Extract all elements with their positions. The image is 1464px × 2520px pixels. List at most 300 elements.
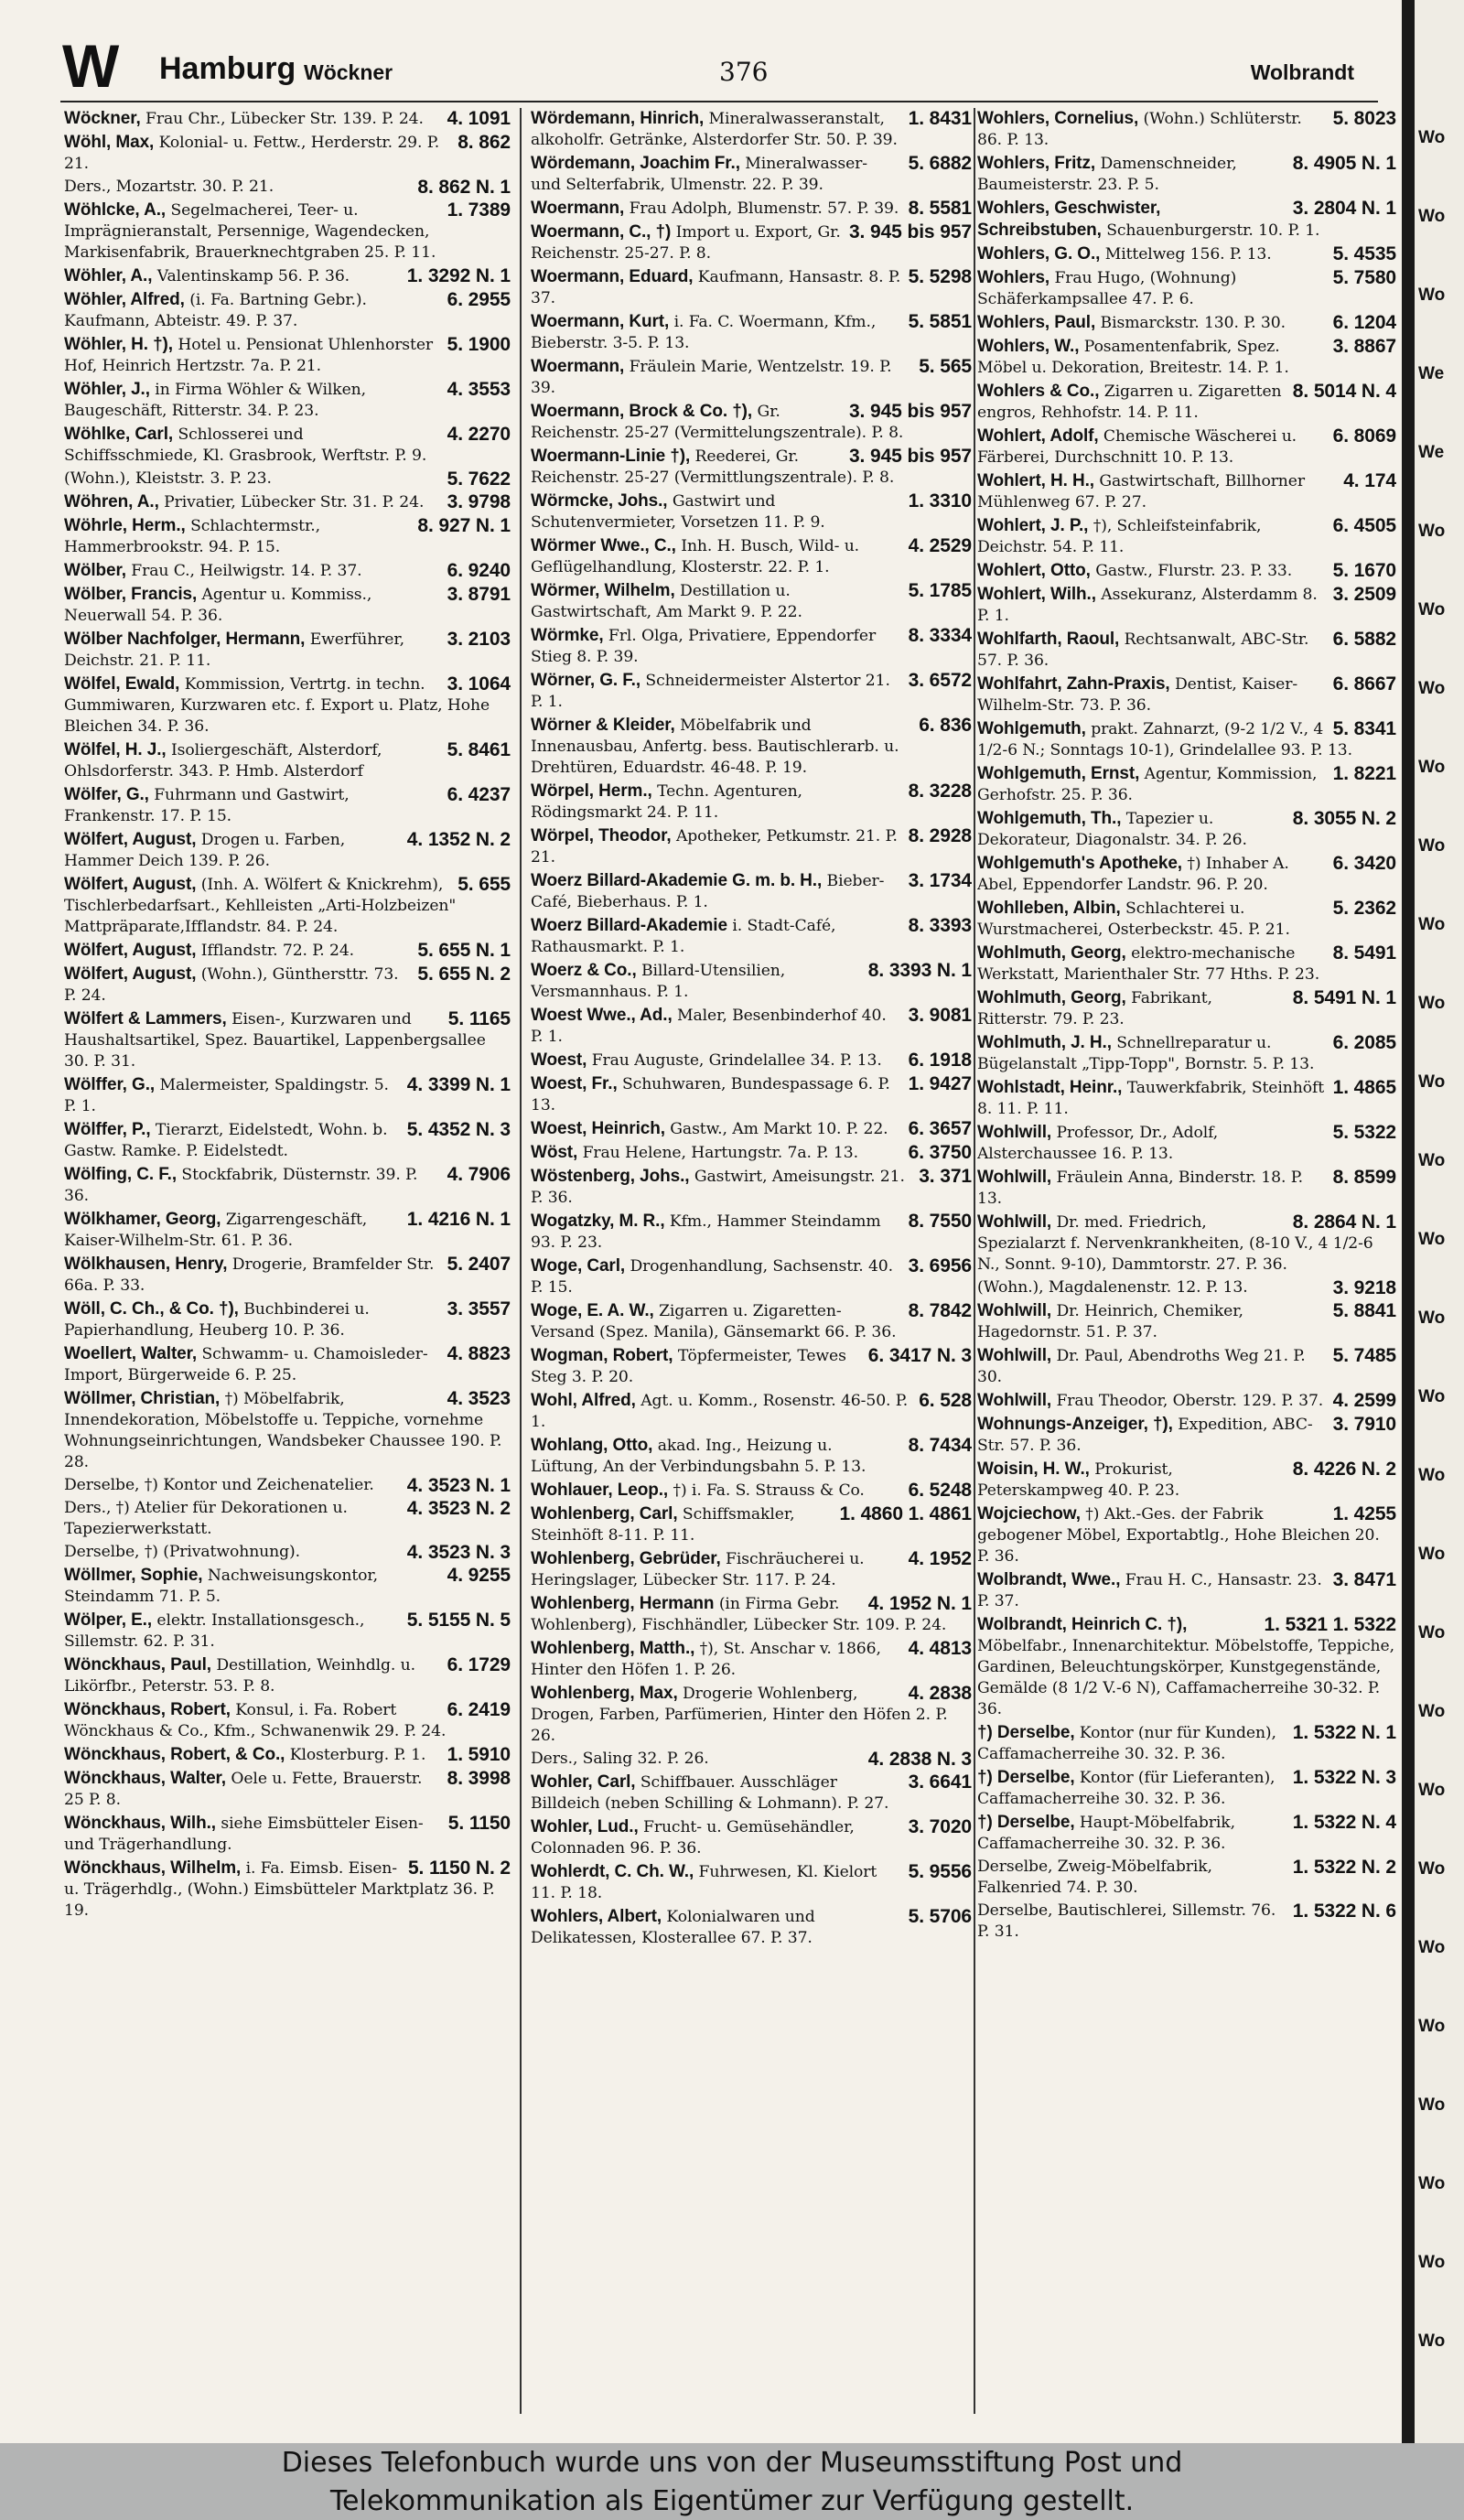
entry-phone: 8. 5581 [908,198,972,219]
entry-details: Dr. med. Friedrich, Spezialarzt f. Nervenkrankheiten, (8-10 V., 4 1/2-6 N., Sonnt. 9-10), Dammtorstr. 27. P. 36. [977,1213,1373,1274]
entry-phone: 6. 2085 [1332,1032,1396,1053]
directory-column-2 [531,108,972,2423]
directory-entry [64,964,511,1007]
edge-fragment: Wo [1418,128,1446,147]
directory-entry [977,267,1396,310]
entry-details: Derselbe, †) (Privatwohnung). [64,1543,300,1561]
entry-details: Eisen-, Kurzwaren und Haushaltsartikel, Spez. Bauartikel, Lappenbergsallee 30. P. 31. [64,1010,486,1071]
entry-phone: 3. 371 [919,1166,972,1187]
entry-details: Konsul, i. Fa. Robert Wönckhaus & Co., Kfm., Schwanenwik 29. P. 24. [64,1701,447,1740]
entry-name: Woermann, Eduard, [531,267,694,286]
directory-entry [977,1812,1396,1855]
entry-name: Wörmcke, Johs., [531,491,668,511]
directory-entry [64,1164,511,1207]
entry-phone: 5. 1165 [447,1008,511,1029]
directory-entry [531,1005,972,1048]
entry-name: Wörmer Wwe., C., [531,536,676,555]
directory-entry [64,265,511,287]
entry-phone: 4. 3523 N. 3 [406,1542,511,1563]
entry-name: †) Derselbe, [977,1768,1075,1787]
directory-entry [977,853,1396,896]
entry-phone: 8. 2928 [908,825,972,846]
entry-phone: 1. 7389 [447,199,511,221]
last-entry-guide: Wolbrandt [1250,60,1354,84]
entry-name: Woerz Billard-Akademie [531,916,727,935]
entry-details: Inh. H. Busch, Wild- u. Geflügelhandlung, Klosterstr. 22. P. 1. [531,537,860,576]
entry-phone: 5. 8341 [1332,718,1396,739]
entry-phone: 1. 5322 N. 3 [1292,1767,1396,1788]
entry-details: Klosterburg. P. 1. [289,1746,426,1764]
entry-phone: 6. 528 [919,1390,972,1411]
entry-name: Wohlwill, [977,1123,1052,1142]
entry-details: Tapezier u. Dekorateur, Diagonalstr. 34. P. 26. [977,810,1247,849]
edge-fragment: Wo [1418,2095,1446,2115]
entry-phone: 3. 2804 N. 1 [1292,198,1396,219]
directory-entry [531,1772,972,1815]
entry-name: Wohler, Lud., [531,1817,639,1836]
directory-entry [531,580,972,623]
entry-phone: 8. 8599 [1332,1167,1396,1188]
entry-details: Drogerie Wohlenberg, Drogen, Farben, Parfümerien, Hinter den Höfen 2. P. 26. [531,1685,948,1745]
entry-phone: 6. 8667 [1332,673,1396,695]
entry-phone: 5. 9556 [908,1861,972,1882]
directory-entry [64,379,511,422]
entry-details: Schuhwaren, Bundespassage 6. P. 13. [531,1075,890,1115]
entry-details: Hotel u. Pensionat Uhlenhorster Hof, Heinrich Hertzstr. 7a. P. 21. [64,336,434,375]
entry-details: Fräulein Anna, Binderstr. 18. P. 13. [977,1168,1304,1208]
edge-fragment: Wo [1418,758,1446,777]
entry-details: Posamentenfabrik, Spez. Möbel u. Dekoration, Breitestr. 14. P. 1. [977,338,1289,377]
entry-phone: 1. 4216 N. 1 [406,1209,511,1230]
entry-phone: 3. 8471 [1332,1569,1396,1590]
entry-phone: 5. 4352 N. 3 [406,1119,511,1140]
directory-entry [64,829,511,872]
entry-name: Woge, Carl, [531,1256,626,1276]
entry-name: Woermann, [531,199,625,218]
entry-details: (Wohn.), Kleiststr. 3. P. 23. [64,469,272,488]
directory-entry [977,108,1396,151]
entry-details: Stockfabrik, Düsternstr. 39. P. 36. [64,1166,418,1205]
entry-phone: 6. 3420 [1332,853,1396,874]
entry-phone: 3. 8867 [1332,336,1396,357]
entry-phone: 3. 2103 [447,629,511,650]
entry-name: Wohlmuth, Georg, [977,943,1126,963]
entry-phone: 1. 5322 N. 6 [1292,1901,1396,1922]
directory-entry [64,739,511,782]
edge-fragment: Wo [1418,1938,1446,1957]
edge-fragment: Wo [1418,1702,1446,1721]
entry-phone: 8. 3393 [908,915,972,936]
entry-details: Kontor (nur für Kunden), Caffamacherreihe 30. 32. P. 36. [977,1724,1276,1763]
directory-entry [64,673,511,738]
entry-details: Damenschneider, Baumeisterstr. 23. P. 5. [977,155,1237,194]
entry-details: Zigarren u. Zigaretten engros, Rehhofstr. 14. P. 11. [977,382,1282,422]
entry-phone: 1. 8221 [1332,763,1396,784]
directory-entry [531,356,972,399]
edge-fragment: Wo [1418,1545,1446,1564]
entry-phone: 4. 2838 N. 3 [867,1749,972,1770]
entry-details: Frau Auguste, Grindelallee 34. P. 13. [591,1051,882,1070]
directory-entry [64,584,511,627]
entry-name: Wönckhaus, Wilh., [64,1814,216,1833]
entry-name: Woermann, [531,357,625,376]
entry-details: Valentinskamp 56. P. 36. [156,267,350,285]
directory-entry [64,560,511,582]
entry-details: Tauwerkfabrik, Steinhöft 8. 11. P. 11. [977,1079,1325,1118]
entry-name: Wohnungs-Anzeiger, †), [977,1415,1173,1434]
entry-name: Wöst, [531,1143,578,1162]
directory-entry [531,446,972,489]
entry-details: Kfm., Hammer Steindamm 93. P. 23. [531,1212,881,1252]
entry-details: Rechtsanwalt, ABC-Str. 57. P. 36. [977,630,1309,670]
entry-details: i. Stadt-Café, Rathausmarkt. P. 1. [531,917,836,956]
entry-name: Wönckhaus, Paul, [64,1655,211,1675]
entry-details: Frau Helene, Hartungstr. 7a. P. 13. [582,1144,858,1162]
entry-details: Agt. u. Komm., Rosenstr. 46-50. P. 1. [531,1392,909,1431]
edge-fragment: Wo [1418,1308,1446,1328]
directory-entry [531,221,972,264]
entry-phone: 5. 1150 N. 2 [407,1858,511,1879]
entry-details: Kontor (für Lieferanten), Caffamacherreihe 30. 32. P. 36. [977,1769,1276,1808]
directory-entry [531,311,972,354]
archive-notice-line-2: Telekommunikation als Eigentümer zur Verfügung gestellt. [329,2485,1135,2517]
directory-entry [64,1008,511,1072]
entry-phone: 4. 1952 [908,1548,972,1569]
entry-details: Tierarzt, Eidelstedt, Wohn. b. Gastw. Ramke. P. Eidelstedt. [64,1121,388,1160]
entry-name: Wohlenberg, Max, [531,1684,678,1703]
entry-name: Woest, Fr., [531,1074,618,1093]
entry-phone: 4. 3523 N. 2 [406,1498,511,1519]
edge-fragment: Wo [1418,1623,1446,1642]
entry-phone: 4. 1952 N. 1 [867,1593,972,1614]
directory-entry [977,198,1396,242]
directory-entry [64,1254,511,1297]
entry-details: Ders., Mozartstr. 30. P. 21. [64,178,274,196]
entry-details: Maler, Besenbinderhof 40. P. 1. [531,1007,887,1046]
entry-name: Wohlers & Co., [977,382,1100,401]
directory-entry [977,1077,1396,1120]
entry-name: Wohlwill, [977,1346,1052,1365]
directory-entry [531,1255,972,1298]
entry-phone: 5. 7485 [1332,1345,1396,1366]
entry-phone: 4. 8823 [447,1343,511,1364]
directory-entry [977,1212,1396,1276]
edge-fragment: Wo [1418,1072,1446,1092]
entry-name: Wohlmuth, J. H., [977,1033,1112,1052]
entry-details: Professor, Dr., Adolf, Alsterchaussee 16. P. 13. [977,1124,1219,1163]
edge-fragment: Wo [1418,600,1446,619]
directory-entry [64,199,511,264]
entry-details: Ders., †) Atelier für Dekorationen u. Tapezierwerkstatt. [64,1499,348,1538]
entry-phone: 5. 8461 [447,739,511,760]
entry-phone: 3. 9218 [1332,1277,1396,1298]
edge-fragment: Wo [1418,285,1446,305]
directory-entry [977,1722,1396,1765]
entry-name: Wohlenberg, Matth., [531,1639,695,1658]
entry-name: Wöhler, J., [64,380,150,399]
entry-phone: 1. 4860 1. 4861 [839,1503,972,1524]
directory-entry [977,673,1396,716]
entry-details: †), Schleifsteinfabrik, Deichstr. 54. P. 11. [977,517,1262,556]
directory-entry [977,336,1396,379]
entry-name: Wohlenberg, Carl, [531,1504,678,1524]
entry-name: Wölfert, August, [64,875,197,894]
entry-phone: 5. 2407 [447,1254,511,1275]
directory-entry [531,1638,972,1681]
entry-details: Gastwirtschaft, Billhorner Mühlenweg 67. P. 27. [977,472,1305,512]
directory-entry [977,584,1396,627]
directory-entry [531,535,972,578]
entry-details: Gastw., Am Markt 10. P. 22. [670,1120,888,1138]
entry-name: Wolbrandt, Wwe., [977,1570,1121,1589]
entry-details: Schauenburgerstr. 10. P. 1. [1106,221,1320,240]
entry-phone: 4. 3553 [447,379,511,400]
first-entry-guide: Wöckner [304,60,393,84]
directory-entry [64,1813,511,1856]
entry-details: Fabrikant, Ritterstr. 79. P. 23. [977,989,1212,1028]
directory-entry [531,1142,972,1164]
entry-phone: 1. 9427 [908,1073,972,1094]
directory-entry [531,1749,972,1770]
entry-details: Fischräucherei u. Heringslager, Lübecker Str. 117. P. 24. [531,1550,865,1589]
entry-phone: 6. 4505 [1332,515,1396,536]
directory-entry [531,1118,972,1140]
entry-details: Frau Adolph, Blumenstr. 57. P. 39. [629,199,899,218]
directory-entry [531,1050,972,1072]
entry-name: Wöstenberg, Johs., [531,1167,690,1186]
entry-phone: 5. 5298 [908,266,972,287]
column-divider [520,108,522,2414]
entry-phone: 3. 1064 [447,673,511,695]
entry-details: Gr. Reichenstr. 25-27 (Vermittelungszentrale). P. 8. [531,403,904,442]
entry-details: Frl. Olga, Privatiere, Eppendorfer Stieg 8. P. 39. [531,627,877,666]
entry-details: in Firma Wöhler & Wilken, Baugeschäft, Ritterstr. 34. P. 23. [64,381,366,420]
entry-phone: 5. 1150 [447,1813,511,1834]
entry-details: Zigarrengeschäft, Kaiser-Wilhelm-Str. 61. P. 36. [64,1211,368,1250]
entry-details: akad. Ing., Heizung u. Lüftung, An der Verbindungsbahn 5. P. 13. [531,1437,867,1476]
entry-name: Woermann-Linie †), [531,447,691,466]
directory-entry [531,1906,972,1949]
directory-entry [531,1211,972,1254]
directory-entry [531,625,972,668]
entry-name: Wölfert, August, [64,964,197,984]
directory-entry [977,1569,1396,1612]
entry-phone: 5. 655 [458,874,511,895]
directory-entry [64,1298,511,1341]
entry-details: †) Möbelfabrik, Innendekoration, Möbelstoffe u. Teppiche, vornehme Wohnungseinrichtungen, Wandsbeker Chaussee 190. P. 28. [64,1390,502,1471]
entry-details: Billard-Utensilien, Versmannhaus. P. 1. [531,962,786,1001]
directory-entry [977,1167,1396,1210]
entry-details: Dr. Paul, Abendroths Weg 21. P. 30. [977,1347,1306,1386]
entry-phone: 5. 8023 [1332,108,1396,129]
edge-fragment: Wo [1418,1151,1446,1170]
directory-entry [531,266,972,309]
directory-entry [977,898,1396,941]
entry-name: Wohlert, Wilh., [977,585,1096,604]
directory-column-1 [64,108,511,2423]
city-name: Hamburg [159,51,296,86]
entry-phone: 6. 2419 [447,1699,511,1720]
entry-details: Schneidermeister Alstertor 21. P. 1. [531,672,890,711]
entry-details: Buchbinderei u. Papierhandlung, Heuberg 10. P. 36. [64,1300,370,1340]
directory-entry [531,1593,972,1636]
entry-name: Woerz & Co., [531,961,637,980]
directory-entry [64,1388,511,1473]
directory-entry [977,515,1396,558]
entry-details: Destillation u. Gastwirtschaft, Am Markt 9. P. 22. [531,582,802,621]
directory-entry [977,153,1396,196]
entry-details: Privatier, Lübecker Str. 31. P. 24. [164,493,425,512]
edge-fragment: Wo [1418,679,1446,698]
directory-entry [977,1767,1396,1810]
edge-fragment: Wo [1418,836,1446,856]
entry-details: Schlachtermstr., Hammerbrookstr. 94. P. 15. [64,517,320,556]
archive-notice [0,2443,1464,2520]
entry-phone: 8. 862 N. 1 [417,177,511,198]
entry-details: Kommission, Vertrtg. in techn. Gummiwaren, Kurzwaren etc. f. Export u. Platz, Hohe Bleichen 34. P. 36. [64,675,490,736]
directory-entry [64,784,511,827]
entry-details: Derselbe, †) Kontor und Zeichenatelier. [64,1476,374,1494]
directory-entry [977,243,1396,265]
entry-phone: 5. 7580 [1332,267,1396,288]
directory-entry [977,1345,1396,1388]
entry-name: Wölfer, G., [64,785,149,804]
entry-name: Wönckhaus, Robert, [64,1700,231,1719]
directory-entry [64,515,511,558]
entry-name: Wöhlke, Carl, [64,425,174,444]
entry-details: Schiffsmakler, Steinhöft 8-11. P. 11. [531,1505,795,1545]
directory-entry [64,132,511,175]
directory-entry [977,1857,1396,1899]
edge-fragment: Wo [1418,1859,1446,1879]
entry-phone: 5. 5706 [908,1906,972,1927]
entry-details: i. Fa. Eimsb. Eisen- u. Trägerhdlg., (Wohn.) Eimsbütteler Marktplatz 36. P. 19. [64,1859,495,1920]
directory-entry [531,490,972,533]
entry-name: Wöll, C. Ch., & Co. †), [64,1299,239,1319]
entry-phone: 3. 7910 [1332,1414,1396,1435]
directory-entry [531,781,972,824]
entry-details: (Inh. A. Wölfert & Knickrehm), Tischlerbedarfsart., Kehlleisten „Arti-Holzbeizen" Mattpräparate,Ifflandstr. 84. P. 24. [64,876,457,936]
entry-name: Wöhrle, Herm., [64,516,186,535]
entry-details: Zigarren u. Zigaretten-Versand (Spez. Manila), Gänsemarkt 66. P. 36. [531,1302,897,1341]
edge-fragment: Wo [1418,2253,1446,2272]
entry-name: Wörner & Kleider, [531,716,675,735]
entry-details: Prokurist, Peterskampweg 40. P. 23. [977,1460,1180,1500]
directory-entry [977,987,1396,1030]
directory-entry [64,491,511,513]
directory-entry [64,1654,511,1697]
entry-phone: 1. 8431 [908,108,972,129]
edge-fragment: Wo [1418,1781,1446,1800]
entry-phone: 8. 5491 [1332,942,1396,964]
entry-phone: 4. 1091 [447,108,511,129]
edge-fragment: Wo [1418,207,1446,226]
edge-fragment: We [1418,443,1445,462]
edge-fragment: Wo [1418,915,1446,934]
directory-entry [64,629,511,672]
entry-details: Drogen u. Farben, Hammer Deich 139. P. 26. [64,831,346,870]
entry-name: Wöhl, Max, [64,133,155,152]
entry-details: Segelmacherei, Teer- u. Imprägnieranstalt, Persennige, Wagendecken, Markisenfabrik, Brauerknechtgraben 25. P. 11. [64,201,436,262]
entry-name: Wohlgemuth, Th., [977,809,1122,828]
entry-phone: 1. 3310 [908,490,972,512]
directory-entry [64,1209,511,1252]
entry-name: Wohlfarth, Raoul, [977,630,1120,649]
entry-details: Frau H. C., Hansastr. 23. P. 37. [977,1571,1322,1610]
entry-phone: 1. 5321 1. 5322 [1264,1614,1396,1635]
entry-phone: 5. 8841 [1332,1300,1396,1321]
entry-name: Wohlers, Albert, [531,1907,662,1926]
entry-phone: 6. 1729 [447,1654,511,1675]
entry-details: Bieber-Café, Bieberhaus. P. 1. [531,872,885,911]
directory-entry [977,808,1396,851]
entry-phone: 4. 2838 [908,1683,972,1704]
entry-name: Wohlstadt, Heinr., [977,1078,1123,1097]
entry-phone: 6. 3417 N. 3 [867,1345,972,1366]
entry-phone: 3. 6572 [908,670,972,691]
directory-entry [531,1548,972,1591]
entry-name: Wohlers, [977,268,1050,287]
entry-phone: 8. 7842 [908,1300,972,1321]
entry-name: Wölffer, P., [64,1120,151,1139]
entry-phone: 3. 3557 [447,1298,511,1319]
entry-details: Schlosserei und Schiffsschmiede, Kl. Grasbrook, Werftstr. P. 9. [64,425,427,465]
entry-phone: 8. 3998 [447,1768,511,1789]
directory-entry [977,1032,1396,1075]
entry-name: †) Derselbe, [977,1813,1075,1832]
entry-name: Woge, E. A. W., [531,1301,654,1320]
entry-details: (Wohn.) Schlüterstr. 86. P. 13. [977,110,1302,149]
entry-details: Agentur, Kommission, Gerhofstr. 25. P. 36. [977,765,1318,804]
entry-phone: 8. 3334 [908,625,972,646]
entry-details: Bismarckstr. 130. P. 30. [1100,314,1286,332]
page-header [60,33,1378,102]
entry-name: Wölfel, H. J., [64,740,167,759]
entry-details: †) Inhaber A. Abel, Eppendorfer Landstr. 96. P. 20. [977,855,1289,894]
entry-phone: 1. 5322 N. 1 [1292,1722,1396,1743]
entry-phone: 8. 3393 N. 1 [867,960,972,981]
directory-entry [977,629,1396,672]
entry-name: Wohlers, Geschwister, Schreibstuben, [977,199,1161,240]
entry-phone: 4. 9255 [447,1565,511,1586]
directory-entry [64,1542,511,1563]
entry-details: (in Firma Gebr. Wohlenberg), Fischhändler, Lübecker Str. 109. P. 24. [531,1595,947,1634]
entry-phone: 8. 4226 N. 2 [1292,1459,1396,1480]
entry-details: Dentist, Kaiser-Wilhelm-Str. 73. P. 36. [977,675,1298,715]
entry-details: Gastwirt, Ameisungstr. 21. P. 36. [531,1168,905,1207]
directory-entry [977,1390,1396,1412]
entry-phone: 1. 5910 [447,1744,511,1765]
entry-details: Expedition, ABC-Str. 57. P. 36. [977,1416,1313,1455]
entry-name: Wöhler, H. †), [64,335,173,354]
entry-phone: 1. 3292 N. 1 [406,265,511,286]
entry-name: Wönckhaus, Walter, [64,1769,226,1788]
entry-details: Agentur u. Kommiss., Neuerwall 54. P. 36. [64,586,372,625]
edge-fragment: Wo [1418,2174,1446,2193]
entry-details: Gastw., Flurstr. 23. P. 33. [1095,562,1293,580]
entry-name: Wöllmer, Christian, [64,1389,221,1408]
directory-entry [64,1119,511,1162]
directory-entry [531,1166,972,1209]
directory-entry [977,425,1396,468]
directory-entry [531,870,972,913]
entry-name: Wöckner, [64,109,141,128]
entry-details: Haupt-Möbelfabrik, Caffamacherreihe 30. 32. P. 36. [977,1814,1235,1853]
entry-phone: 4. 1352 N. 2 [406,829,511,850]
entry-name: Wohlers, G. O., [977,244,1101,264]
entry-phone: 1. 4865 [1332,1077,1396,1098]
directory-entry [64,1475,511,1496]
